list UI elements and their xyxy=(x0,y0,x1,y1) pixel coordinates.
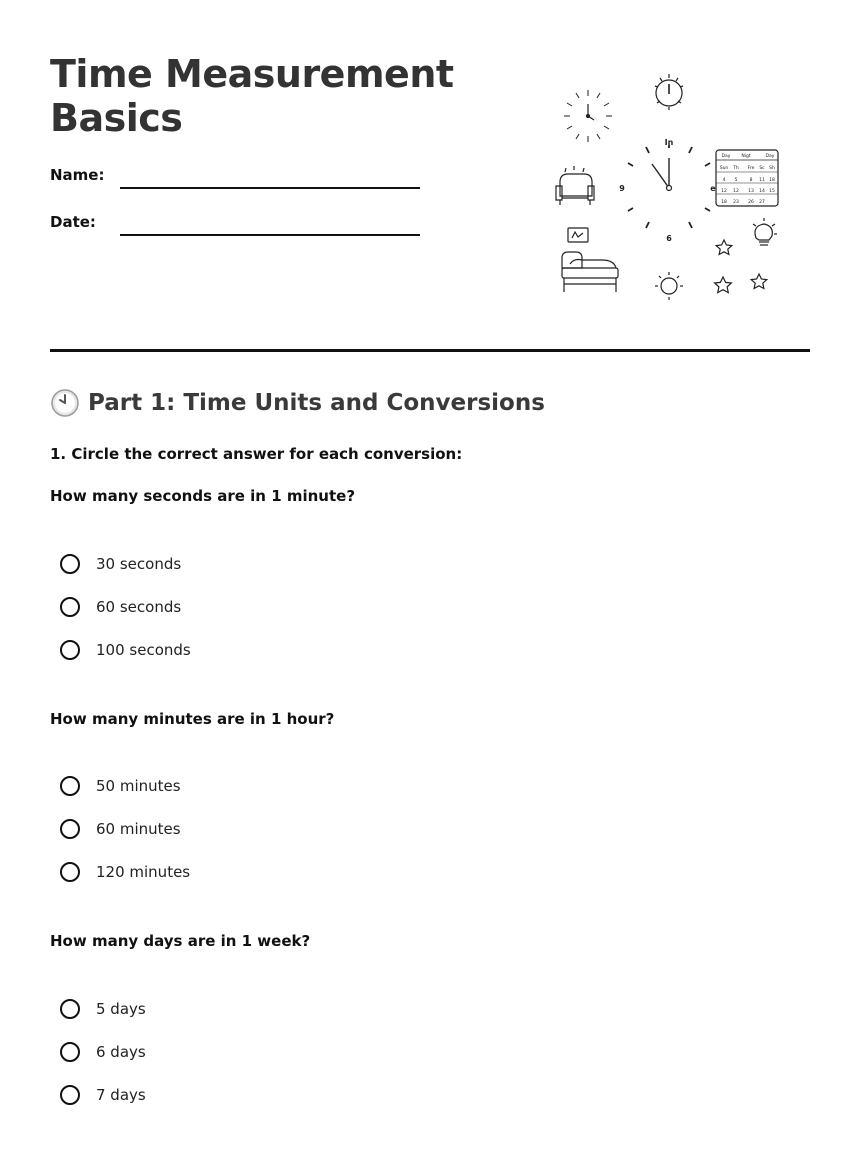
option-label: 6 days xyxy=(96,1043,146,1061)
svg-text:8: 8 xyxy=(749,178,753,183)
sofa-icon xyxy=(556,166,594,205)
question-3: How many days are in 1 week? xyxy=(50,932,311,950)
svg-text:18: 18 xyxy=(721,200,727,205)
radio-circle[interactable] xyxy=(60,999,80,1019)
svg-text:12: 12 xyxy=(733,189,739,194)
date-field[interactable] xyxy=(120,234,420,236)
q2-option-1[interactable] xyxy=(60,776,181,796)
svg-text:Fre: Fre xyxy=(747,166,755,171)
stopwatch-icon xyxy=(655,74,683,110)
svg-text:Day: Day xyxy=(765,154,775,159)
q1-option-1[interactable] xyxy=(60,554,181,574)
question-1: How many seconds are in 1 minute? xyxy=(50,487,356,505)
radio-circle[interactable] xyxy=(60,597,80,617)
option-label: 100 seconds xyxy=(96,641,191,659)
clock-number-right: e xyxy=(710,184,716,193)
svg-text:Sh: Sh xyxy=(769,166,775,171)
svg-text:27: 27 xyxy=(759,200,765,205)
option-label: 7 days xyxy=(96,1086,146,1104)
part1-heading-text: Part 1: Time Units and Conversions xyxy=(88,390,545,416)
name-field[interactable] xyxy=(120,187,420,189)
svg-text:Th: Th xyxy=(733,166,739,171)
lightbulb-icon xyxy=(753,218,777,245)
book-icon xyxy=(568,228,588,242)
q1-option-3[interactable] xyxy=(60,640,191,660)
svg-text:23: 23 xyxy=(733,200,739,205)
sun-icon xyxy=(655,272,683,300)
svg-text:14: 14 xyxy=(759,189,765,194)
svg-text:4: 4 xyxy=(722,178,726,183)
name-label: Name: xyxy=(50,166,105,184)
option-label: 30 seconds xyxy=(96,555,182,573)
svg-text:Nigt: Nigt xyxy=(741,154,751,159)
svg-text:5: 5 xyxy=(734,178,738,183)
option-label: 60 seconds xyxy=(96,598,182,616)
option-label: 50 minutes xyxy=(96,777,181,795)
q1-option-2[interactable] xyxy=(60,597,181,617)
star-icon xyxy=(715,240,767,293)
date-label: Date: xyxy=(50,213,96,231)
clock-face-icon xyxy=(619,138,716,243)
radio-circle[interactable] xyxy=(60,554,80,574)
title-line-2: Basics xyxy=(50,96,183,140)
clock-number-left: 9 xyxy=(619,184,625,193)
clock-number-bottom: 6 xyxy=(666,234,672,243)
q3-option-3[interactable] xyxy=(60,1085,146,1105)
option-label: 120 minutes xyxy=(96,863,191,881)
svg-text:11: 11 xyxy=(759,178,765,183)
instruction-text: 1. Circle the correct answer for each conversion: xyxy=(50,445,463,463)
clock-number-top: In xyxy=(664,138,674,147)
svg-text:18: 18 xyxy=(769,178,775,183)
radio-circle[interactable] xyxy=(60,1085,80,1105)
q2-option-3[interactable] xyxy=(60,862,190,882)
svg-text:Day: Day xyxy=(721,154,731,159)
svg-text:13: 13 xyxy=(748,189,754,194)
radio-circle[interactable] xyxy=(60,640,80,660)
radio-circle[interactable] xyxy=(60,776,80,796)
radio-circle[interactable] xyxy=(60,862,80,882)
worksheet-title xyxy=(50,52,470,140)
title-line-1: Time Measurement xyxy=(50,52,454,96)
part1-heading xyxy=(50,388,545,418)
svg-text:26: 26 xyxy=(748,200,754,205)
option-label: 60 minutes xyxy=(96,820,181,838)
radio-circle[interactable] xyxy=(60,819,80,839)
option-label: 5 days xyxy=(96,1000,146,1018)
svg-text:Sc: Sc xyxy=(759,166,765,171)
q3-option-2[interactable] xyxy=(60,1042,146,1062)
calendar-icon xyxy=(716,150,778,206)
question-2: How many minutes are in 1 hour? xyxy=(50,710,335,728)
clock-emoji-icon xyxy=(50,388,80,418)
time-illustration xyxy=(548,66,788,306)
svg-text:12: 12 xyxy=(721,189,727,194)
bed-icon xyxy=(562,252,618,292)
q2-option-2[interactable] xyxy=(60,819,181,839)
wall-clock-icon xyxy=(564,90,612,142)
section-divider xyxy=(50,349,810,352)
q3-option-1[interactable] xyxy=(60,999,146,1019)
svg-text:15: 15 xyxy=(769,189,775,194)
radio-circle[interactable] xyxy=(60,1042,80,1062)
svg-text:Sun: Sun xyxy=(719,166,729,171)
